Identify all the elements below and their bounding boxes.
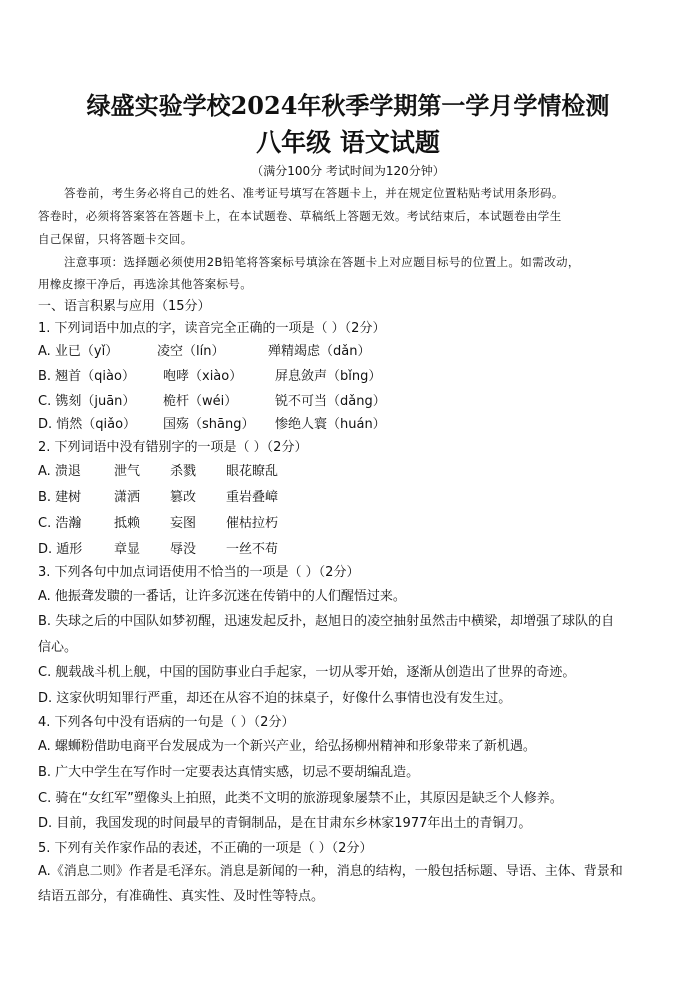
instruction-line: 答卷前，考生务必将自己的姓名、准考证号填写在答题卡上，并在规定位置粘贴考试用条形码。 <box>64 186 564 200</box>
option-text: C. 骑在“女红军”塑像头上拍照，此类不文明的旅游现象屡禁不止，其原因是缺乏个人修养。 <box>38 791 563 806</box>
option-text: 凌空（lín） <box>157 344 225 359</box>
option-text: 重岩叠嶂 <box>226 490 279 505</box>
option-text: A.《消息二则》作者是毛泽东。消息是新闻的一种，消息的结构，一般包括标题、导语、主体、背景和 <box>38 864 623 879</box>
option-text: 咆哮（xiào） <box>163 369 243 384</box>
option-text: 辱没 <box>170 542 197 557</box>
option-text: D. 悄然（qiǎo） <box>38 417 137 432</box>
option-text: 篡改 <box>170 490 197 505</box>
option-text: 国殇（shāng） <box>163 417 255 432</box>
option-text: 桅杆（wéi） <box>163 394 238 409</box>
option-text: 泄气 <box>114 464 141 479</box>
option-text: 殚精竭虑（dǎn） <box>268 344 371 359</box>
option-text: 结语五部分，有准确性、真实性、及时性等特点。 <box>38 889 325 904</box>
exam-title: 绿盛实验学校2024年秋季学期第一学月学情检测 <box>86 91 610 120</box>
exam-meta: （满分100分 考试时间为120分钟） <box>251 164 445 178</box>
question-stem: 4. 下列各句中没有语病的一句是（ ）（2分） <box>38 715 295 730</box>
option-text: C. 浩瀚 <box>38 516 82 531</box>
option-text: D. 目前，我国发现的时间最早的青铜制品，是在甘肃东乡林家1977年出土的青铜刀。 <box>38 816 532 831</box>
option-text: C. 舰载战斗机上舰，中国的国防事业白手起家，一切从零开始，逐渐从创造出了世界的奇迹。 <box>38 665 576 680</box>
option-text: A. 溃退 <box>38 464 81 479</box>
option-text: 锐不可当（dǎng） <box>275 394 386 409</box>
option-text: 潇洒 <box>114 490 141 505</box>
option-text: D. 这家伙明知罪行严重，却还在从容不迫的抹桌子，好像什么事情也没有发生过。 <box>38 691 512 706</box>
option-text: D. 遁形 <box>38 542 83 557</box>
instruction-line: 答卷时，必须将答案答在答题卡上，在本试题卷、草稿纸上答题无效。考试结束后，本试题卷由学生 <box>38 209 562 223</box>
option-text: 眼花瞭乱 <box>226 464 279 479</box>
option-text: B. 广大中学生在写作时一定要表达真情实感，切忌不要胡编乱造。 <box>38 765 420 780</box>
option-text: B. 建树 <box>38 490 82 505</box>
exam-subtitle: 八年级 语文试题 <box>256 128 440 157</box>
option-text: 抵赖 <box>114 516 141 531</box>
question-stem: 1. 下列词语中加点的字，读音完全正确的一项是（ ）（2分） <box>38 321 386 336</box>
option-text: B. 失球之后的中国队如梦初醒，迅速发起反扑，赵旭日的凌空抽射虽然击中横梁，却增强了球队的自 <box>38 614 615 629</box>
instruction-line: 注意事项：选择题必须使用2B铅笔将答案标号填涂在答题卡上对应题目标号的位置上。如需改动， <box>64 255 580 269</box>
option-text: 惨绝人寰（huán） <box>275 417 386 432</box>
option-text: 一丝不苟 <box>226 542 279 557</box>
option-text: A. 他振聋发聩的一番话，让许多沉迷在传销中的人们醒悟过来。 <box>38 589 406 604</box>
option-text: 信心。 <box>38 640 78 655</box>
instruction-line: 自己保留，只将答题卡交回。 <box>38 232 193 246</box>
option-text: 妄图 <box>170 516 197 531</box>
instruction-line: 用橡皮擦干净后，再选涂其他答案标号。 <box>38 277 253 291</box>
question-stem: 2. 下列词语中没有错别字的一项是（ ）（2分） <box>38 440 308 455</box>
option-text: 章显 <box>114 542 141 557</box>
option-text: B. 翘首（qiào） <box>38 369 135 384</box>
question-stem: 5. 下列有关作家作品的表述，不正确的一项是（ ）（2分） <box>38 841 373 856</box>
option-text: 杀戮 <box>170 464 197 479</box>
option-text: C. 镌刻（juān） <box>38 394 136 409</box>
option-text: A. 业已（yǐ） <box>38 344 119 359</box>
option-text: 屏息敛声（bǐng） <box>275 369 382 384</box>
section-heading: 一、语言积累与应用（15分） <box>38 299 211 314</box>
question-stem: 3. 下列各句中加点词语使用不恰当的一项是（ ）（2分） <box>38 565 360 580</box>
option-text: A. 螺蛳粉借助电商平台发展成为一个新兴产业，给弘扬柳州精神和形象带来了新机遇。 <box>38 739 536 754</box>
option-text: 催枯拉朽 <box>226 516 279 531</box>
